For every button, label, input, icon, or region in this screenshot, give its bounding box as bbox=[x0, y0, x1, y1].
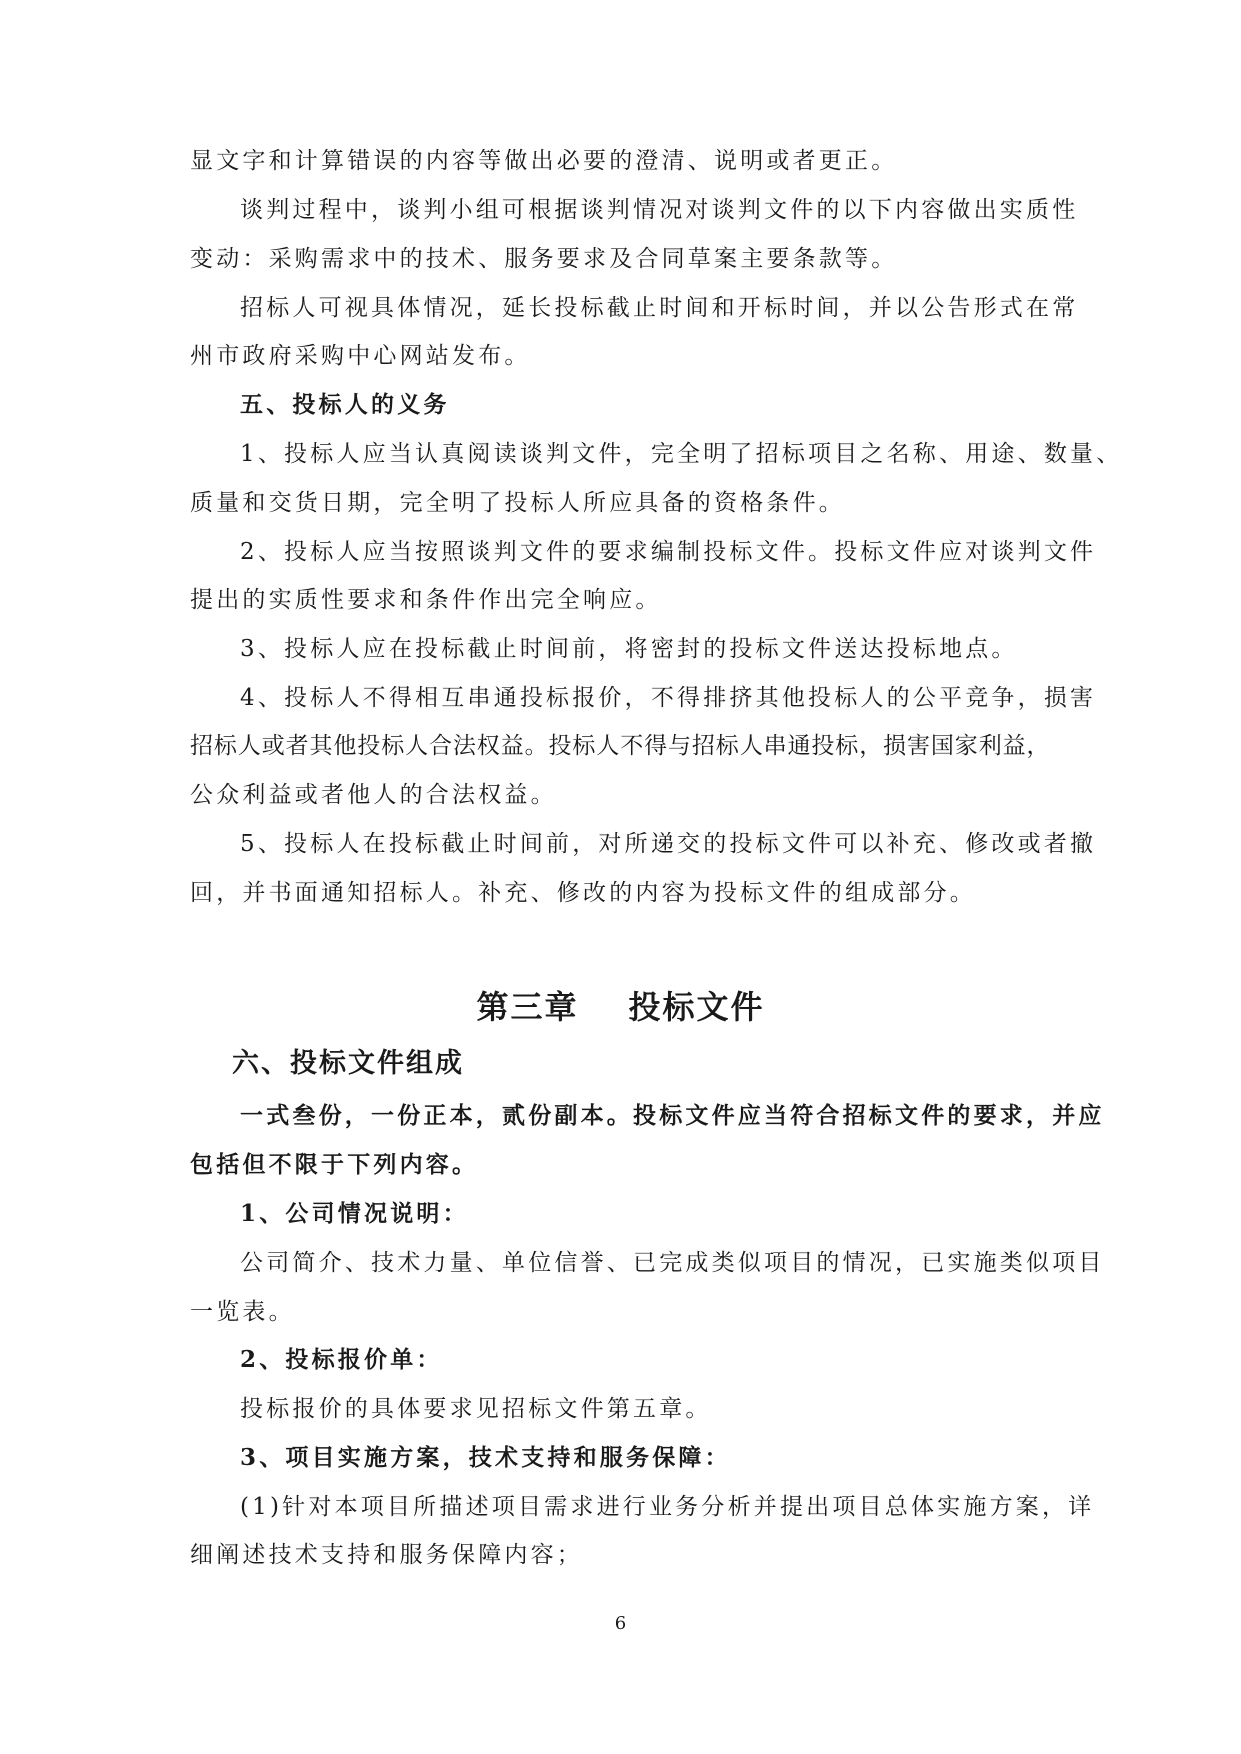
subheading-quotation: 2、投标报价单： bbox=[240, 1346, 443, 1373]
subheading-implementation: 3、项目实施方案，技术支持和服务保障： bbox=[240, 1444, 731, 1471]
section-heading-composition: 六、投标文件组成 bbox=[232, 1048, 464, 1079]
body-line: 招标人可视具体情况，延长投标截止时间和开标时间，并以公告形式在常 bbox=[240, 295, 1079, 321]
page-number: 6 bbox=[614, 1613, 627, 1634]
body-line: 4、投标人不得相互串通投标报价，不得排挤其他投标人的公平竞争，损害 bbox=[240, 685, 1097, 711]
body-line: 1、投标人应当认真阅读谈判文件，完全明了招标项目之名称、用途、数量、 bbox=[240, 441, 1123, 467]
body-line: 谈判过程中，谈判小组可根据谈判情况对谈判文件的以下内容做出实质性 bbox=[240, 197, 1079, 223]
body-line: 投标报价的具体要求见招标文件第五章。 bbox=[240, 1396, 712, 1422]
section-heading-obligations: 五、投标人的义务 bbox=[240, 391, 450, 418]
body-line-bold: 包括但不限于下列内容。 bbox=[190, 1151, 479, 1178]
body-line: 州市政府采购中心网站发布。 bbox=[190, 343, 531, 369]
subheading-company-info: 1、公司情况说明： bbox=[240, 1200, 469, 1227]
chapter-number: 第三章 bbox=[476, 988, 579, 1026]
chapter-title bbox=[0, 987, 1241, 1027]
body-line: 显文字和计算错误的内容等做出必要的澄清、说明或者更正。 bbox=[190, 148, 898, 174]
body-line: 3、投标人应在投标截止时间前，将密封的投标文件送达投标地点。 bbox=[240, 636, 1018, 662]
body-line: 招标人或者其他投标人合法权益。投标人不得与招标人串通投标，损害国家利益， bbox=[190, 733, 1050, 759]
body-line: 回，并书面通知招标人。补充、修改的内容为投标文件的组成部分。 bbox=[190, 880, 976, 906]
body-line: 变动：采购需求中的技术、服务要求及合同草案主要条款等。 bbox=[190, 246, 898, 272]
body-line: 公众利益或者他人的合法权益。 bbox=[190, 782, 557, 808]
body-line: 5、投标人在投标截止时间前，对所递交的投标文件可以补充、修改或者撤 bbox=[240, 831, 1097, 857]
body-line: 公司简介、技术力量、单位信誉、已完成类似项目的情况，已实施类似项目 bbox=[240, 1250, 1105, 1276]
body-line: 细阐述技术支持和服务保障内容； bbox=[190, 1542, 583, 1568]
body-line-bold: 一式叁份，一份正本，贰份副本。投标文件应当符合招标文件的要求，并应 bbox=[240, 1102, 1105, 1129]
body-line: 一览表。 bbox=[190, 1299, 295, 1325]
body-line: (1)针对本项目所描述项目需求进行业务分析并提出项目总体实施方案，详 bbox=[240, 1494, 1095, 1520]
body-line: 2、投标人应当按照谈判文件的要求编制投标文件。投标文件应对谈判文件 bbox=[240, 539, 1097, 565]
body-line: 提出的实质性要求和条件作出完全响应。 bbox=[190, 587, 662, 613]
body-line: 质量和交货日期，完全明了投标人所应具备的资格条件。 bbox=[190, 490, 845, 516]
chapter-name: 投标文件 bbox=[628, 988, 765, 1026]
